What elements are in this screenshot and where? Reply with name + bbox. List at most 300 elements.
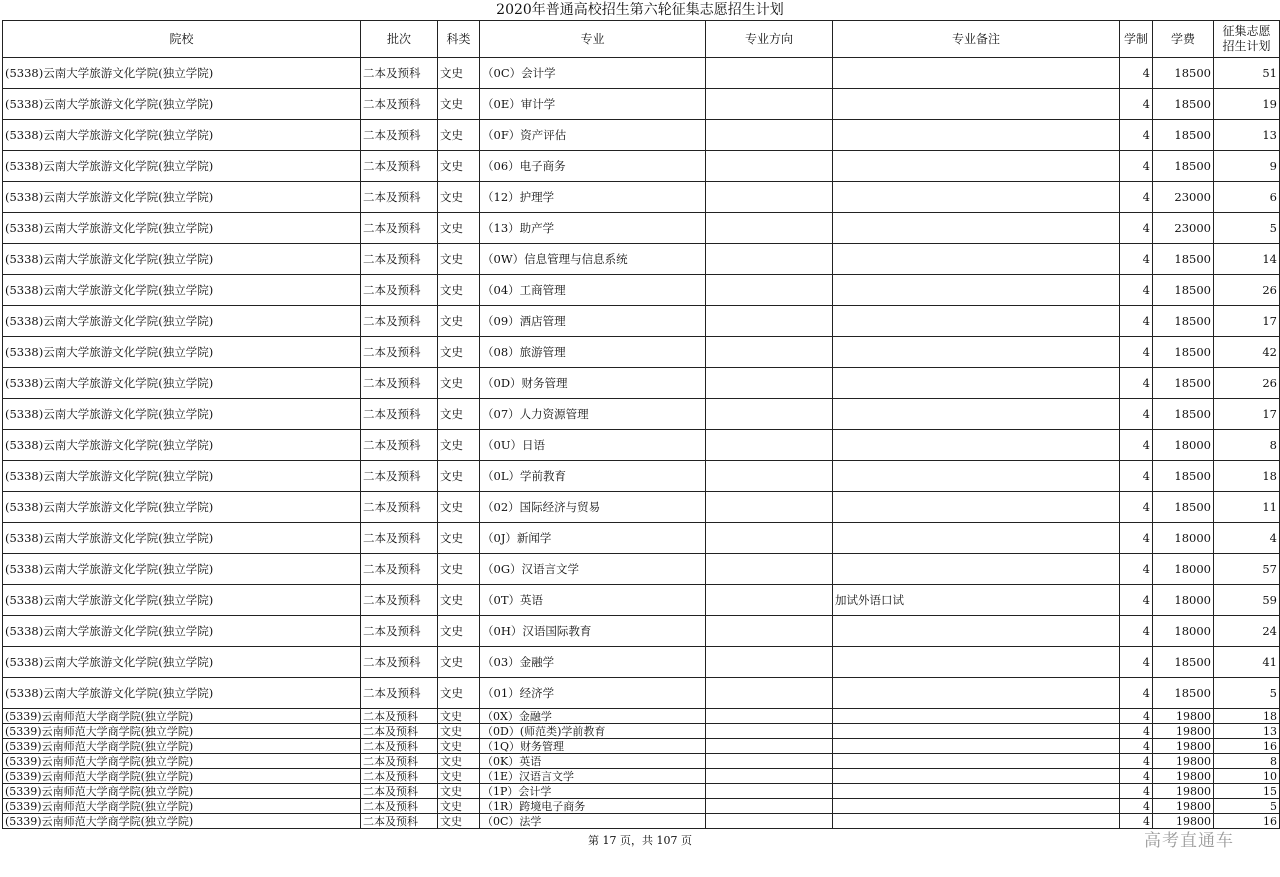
cell-tuition: 19800 — [1153, 724, 1214, 739]
cell-major: （1Q）财务管理 — [480, 739, 706, 754]
cell-direction — [706, 58, 833, 89]
table-row — [3, 769, 1280, 784]
cell-direction — [706, 709, 833, 724]
cell-tuition: 19800 — [1153, 754, 1214, 769]
cell-batch: 二本及预科 — [361, 814, 438, 829]
cell-remark — [833, 430, 1120, 461]
cell-tuition: 18500 — [1153, 58, 1214, 89]
cell-tuition: 23000 — [1153, 213, 1214, 244]
table-row — [3, 784, 1280, 799]
cell-category: 文史 — [438, 709, 480, 724]
cell-years: 4 — [1120, 585, 1153, 616]
cell-school: (5339)云南师范大学商学院(独立学院) — [3, 754, 361, 769]
cell-tuition: 18500 — [1153, 647, 1214, 678]
cell-years: 4 — [1120, 151, 1153, 182]
cell-remark — [833, 616, 1120, 647]
cell-remark — [833, 709, 1120, 724]
cell-batch: 二本及预科 — [361, 616, 438, 647]
cell-batch: 二本及预科 — [361, 461, 438, 492]
cell-tuition: 18500 — [1153, 306, 1214, 337]
cell-remark: 加试外语口试 — [833, 585, 1120, 616]
table-row — [3, 58, 1280, 89]
cell-major: （0T）英语 — [480, 585, 706, 616]
cell-remark — [833, 492, 1120, 523]
cell-plan: 16 — [1214, 814, 1280, 829]
cell-plan: 6 — [1214, 182, 1280, 213]
table-row — [3, 89, 1280, 120]
cell-school: (5339)云南师范大学商学院(独立学院) — [3, 769, 361, 784]
cell-category: 文史 — [438, 306, 480, 337]
cell-years: 4 — [1120, 523, 1153, 554]
cell-years: 4 — [1120, 430, 1153, 461]
cell-major: （0D）(师范类)学前教育 — [480, 724, 706, 739]
cell-school: (5338)云南大学旅游文化学院(独立学院) — [3, 120, 361, 151]
col-header-tuition: 学费 — [1153, 21, 1214, 58]
cell-years: 4 — [1120, 754, 1153, 769]
cell-batch: 二本及预科 — [361, 306, 438, 337]
cell-category: 文史 — [438, 754, 480, 769]
cell-years: 4 — [1120, 337, 1153, 368]
col-header-plan-line2: 招生计划 — [1222, 39, 1271, 53]
cell-remark — [833, 89, 1120, 120]
cell-years: 4 — [1120, 647, 1153, 678]
cell-direction — [706, 213, 833, 244]
cell-major: （1P）会计学 — [480, 784, 706, 799]
cell-direction — [706, 739, 833, 754]
cell-batch: 二本及预科 — [361, 213, 438, 244]
cell-school: (5338)云南大学旅游文化学院(独立学院) — [3, 337, 361, 368]
cell-plan: 26 — [1214, 275, 1280, 306]
cell-batch: 二本及预科 — [361, 678, 438, 709]
col-header-plan-line1: 征集志愿 — [1222, 24, 1271, 38]
cell-category: 文史 — [438, 739, 480, 754]
page-footer: 第 17 页，共 107 页 — [588, 834, 692, 847]
col-header-remark: 专业备注 — [833, 21, 1120, 58]
cell-category: 文史 — [438, 799, 480, 814]
cell-major: （0C）法学 — [480, 814, 706, 829]
cell-remark — [833, 213, 1120, 244]
cell-plan: 57 — [1214, 554, 1280, 585]
cell-category: 文史 — [438, 244, 480, 275]
document-title: 2020年普通高校招生第六轮征集志愿招生计划 — [496, 2, 784, 18]
cell-major: （0L）学前教育 — [480, 461, 706, 492]
cell-batch: 二本及预科 — [361, 554, 438, 585]
table-row — [3, 724, 1280, 739]
cell-school: (5338)云南大学旅游文化学院(独立学院) — [3, 213, 361, 244]
cell-plan: 4 — [1214, 523, 1280, 554]
cell-direction — [706, 784, 833, 799]
cell-batch: 二本及预科 — [361, 89, 438, 120]
cell-category: 文史 — [438, 120, 480, 151]
cell-major: （0D）财务管理 — [480, 368, 706, 399]
cell-tuition: 18500 — [1153, 244, 1214, 275]
cell-category: 文史 — [438, 461, 480, 492]
cell-years: 4 — [1120, 554, 1153, 585]
cell-major: （03）金融学 — [480, 647, 706, 678]
cell-years: 4 — [1120, 799, 1153, 814]
cell-school: (5338)云南大学旅游文化学院(独立学院) — [3, 306, 361, 337]
cell-batch: 二本及预科 — [361, 585, 438, 616]
cell-years: 4 — [1120, 678, 1153, 709]
cell-tuition: 18500 — [1153, 399, 1214, 430]
cell-category: 文史 — [438, 784, 480, 799]
cell-remark — [833, 799, 1120, 814]
cell-remark — [833, 461, 1120, 492]
cell-tuition: 18000 — [1153, 430, 1214, 461]
table-row — [3, 492, 1280, 523]
cell-direction — [706, 799, 833, 814]
cell-direction — [706, 275, 833, 306]
cell-school: (5339)云南师范大学商学院(独立学院) — [3, 739, 361, 754]
cell-major: （09）酒店管理 — [480, 306, 706, 337]
cell-batch: 二本及预科 — [361, 739, 438, 754]
cell-category: 文史 — [438, 182, 480, 213]
cell-batch: 二本及预科 — [361, 754, 438, 769]
cell-major: （13）助产学 — [480, 213, 706, 244]
table-row — [3, 151, 1280, 182]
table-row — [3, 399, 1280, 430]
cell-plan: 42 — [1214, 337, 1280, 368]
cell-tuition: 18500 — [1153, 151, 1214, 182]
cell-direction — [706, 89, 833, 120]
cell-school: (5338)云南大学旅游文化学院(独立学院) — [3, 523, 361, 554]
cell-direction — [706, 616, 833, 647]
table-row — [3, 554, 1280, 585]
cell-direction — [706, 523, 833, 554]
cell-direction — [706, 430, 833, 461]
cell-years: 4 — [1120, 461, 1153, 492]
cell-remark — [833, 275, 1120, 306]
cell-direction — [706, 306, 833, 337]
cell-batch: 二本及预科 — [361, 337, 438, 368]
cell-direction — [706, 814, 833, 829]
cell-batch: 二本及预科 — [361, 275, 438, 306]
cell-remark — [833, 58, 1120, 89]
table-row — [3, 616, 1280, 647]
cell-major: （0E）审计学 — [480, 89, 706, 120]
cell-direction — [706, 244, 833, 275]
cell-category: 文史 — [438, 213, 480, 244]
cell-school: (5338)云南大学旅游文化学院(独立学院) — [3, 151, 361, 182]
table-row — [3, 585, 1280, 616]
table-body — [3, 58, 1280, 829]
cell-school: (5338)云南大学旅游文化学院(独立学院) — [3, 616, 361, 647]
cell-tuition: 18500 — [1153, 368, 1214, 399]
cell-batch: 二本及预科 — [361, 399, 438, 430]
cell-plan: 59 — [1214, 585, 1280, 616]
cell-batch: 二本及预科 — [361, 244, 438, 275]
cell-plan: 14 — [1214, 244, 1280, 275]
cell-tuition: 19800 — [1153, 814, 1214, 829]
cell-remark — [833, 399, 1120, 430]
cell-years: 4 — [1120, 182, 1153, 213]
cell-batch: 二本及预科 — [361, 709, 438, 724]
cell-school: (5338)云南大学旅游文化学院(独立学院) — [3, 244, 361, 275]
cell-major: （12）护理学 — [480, 182, 706, 213]
cell-direction — [706, 585, 833, 616]
cell-remark — [833, 784, 1120, 799]
table-row — [3, 647, 1280, 678]
cell-years: 4 — [1120, 784, 1153, 799]
cell-category: 文史 — [438, 523, 480, 554]
cell-plan: 5 — [1214, 678, 1280, 709]
cell-direction — [706, 554, 833, 585]
cell-direction — [706, 754, 833, 769]
cell-category: 文史 — [438, 814, 480, 829]
cell-batch: 二本及预科 — [361, 492, 438, 523]
cell-school: (5338)云南大学旅游文化学院(独立学院) — [3, 647, 361, 678]
cell-direction — [706, 724, 833, 739]
cell-school: (5338)云南大学旅游文化学院(独立学院) — [3, 368, 361, 399]
cell-plan: 18 — [1214, 709, 1280, 724]
cell-years: 4 — [1120, 616, 1153, 647]
table-row — [3, 368, 1280, 399]
cell-plan: 18 — [1214, 461, 1280, 492]
cell-category: 文史 — [438, 89, 480, 120]
cell-major: （0X）金融学 — [480, 709, 706, 724]
table-row — [3, 430, 1280, 461]
cell-direction — [706, 182, 833, 213]
cell-school: (5338)云南大学旅游文化学院(独立学院) — [3, 678, 361, 709]
cell-years: 4 — [1120, 58, 1153, 89]
cell-major: （1E）汉语言文学 — [480, 769, 706, 784]
cell-major: （0F）资产评估 — [480, 120, 706, 151]
cell-plan: 51 — [1214, 58, 1280, 89]
col-header-batch: 批次 — [361, 21, 438, 58]
cell-major: （0W）信息管理与信息系统 — [480, 244, 706, 275]
cell-tuition: 18500 — [1153, 492, 1214, 523]
table-row — [3, 461, 1280, 492]
cell-category: 文史 — [438, 554, 480, 585]
cell-years: 4 — [1120, 120, 1153, 151]
cell-tuition: 18500 — [1153, 120, 1214, 151]
cell-school: (5338)云南大学旅游文化学院(独立学院) — [3, 89, 361, 120]
cell-direction — [706, 492, 833, 523]
cell-tuition: 18000 — [1153, 523, 1214, 554]
cell-direction — [706, 769, 833, 784]
cell-school: (5338)云南大学旅游文化学院(独立学院) — [3, 399, 361, 430]
cell-plan: 10 — [1214, 769, 1280, 784]
col-header-direction: 专业方向 — [706, 21, 833, 58]
cell-years: 4 — [1120, 213, 1153, 244]
cell-years: 4 — [1120, 739, 1153, 754]
cell-tuition: 18000 — [1153, 616, 1214, 647]
cell-direction — [706, 678, 833, 709]
cell-direction — [706, 647, 833, 678]
cell-batch: 二本及预科 — [361, 151, 438, 182]
cell-major: （0C）会计学 — [480, 58, 706, 89]
cell-category: 文史 — [438, 368, 480, 399]
cell-plan: 15 — [1214, 784, 1280, 799]
cell-remark — [833, 337, 1120, 368]
cell-plan: 41 — [1214, 647, 1280, 678]
cell-school: (5338)云南大学旅游文化学院(独立学院) — [3, 182, 361, 213]
cell-years: 4 — [1120, 492, 1153, 523]
enrollment-plan-table — [2, 20, 1280, 829]
cell-plan: 8 — [1214, 430, 1280, 461]
cell-plan: 24 — [1214, 616, 1280, 647]
watermark: 高考直通车 — [1144, 831, 1234, 851]
cell-category: 文史 — [438, 616, 480, 647]
cell-category: 文史 — [438, 430, 480, 461]
cell-tuition: 18500 — [1153, 89, 1214, 120]
cell-batch: 二本及预科 — [361, 58, 438, 89]
cell-school: (5339)云南师范大学商学院(独立学院) — [3, 814, 361, 829]
cell-years: 4 — [1120, 306, 1153, 337]
cell-batch: 二本及预科 — [361, 724, 438, 739]
cell-plan: 13 — [1214, 120, 1280, 151]
cell-major: （01）经济学 — [480, 678, 706, 709]
cell-major: （0H）汉语国际教育 — [480, 616, 706, 647]
cell-major: （02）国际经济与贸易 — [480, 492, 706, 523]
cell-plan: 19 — [1214, 89, 1280, 120]
cell-category: 文史 — [438, 58, 480, 89]
cell-category: 文史 — [438, 585, 480, 616]
cell-tuition: 18500 — [1153, 275, 1214, 306]
cell-batch: 二本及预科 — [361, 368, 438, 399]
cell-remark — [833, 554, 1120, 585]
cell-plan: 8 — [1214, 754, 1280, 769]
table-row — [3, 182, 1280, 213]
cell-years: 4 — [1120, 769, 1153, 784]
cell-remark — [833, 523, 1120, 554]
cell-batch: 二本及预科 — [361, 182, 438, 213]
table-row — [3, 337, 1280, 368]
table-row — [3, 306, 1280, 337]
cell-remark — [833, 739, 1120, 754]
cell-years: 4 — [1120, 368, 1153, 399]
cell-years: 4 — [1120, 724, 1153, 739]
cell-school: (5338)云南大学旅游文化学院(独立学院) — [3, 585, 361, 616]
cell-batch: 二本及预科 — [361, 523, 438, 554]
cell-tuition: 18500 — [1153, 337, 1214, 368]
cell-school: (5338)云南大学旅游文化学院(独立学院) — [3, 275, 361, 306]
cell-batch: 二本及预科 — [361, 647, 438, 678]
col-header-plan — [1214, 21, 1280, 58]
table-row — [3, 799, 1280, 814]
cell-batch: 二本及预科 — [361, 769, 438, 784]
cell-tuition: 19800 — [1153, 709, 1214, 724]
cell-direction — [706, 120, 833, 151]
cell-school: (5338)云南大学旅游文化学院(独立学院) — [3, 430, 361, 461]
cell-plan: 16 — [1214, 739, 1280, 754]
col-header-years: 学制 — [1120, 21, 1153, 58]
cell-remark — [833, 368, 1120, 399]
cell-category: 文史 — [438, 647, 480, 678]
table-row — [3, 814, 1280, 829]
table-row — [3, 739, 1280, 754]
cell-years: 4 — [1120, 89, 1153, 120]
cell-major: （04）工商管理 — [480, 275, 706, 306]
cell-remark — [833, 306, 1120, 337]
cell-direction — [706, 368, 833, 399]
table-row — [3, 213, 1280, 244]
cell-plan: 13 — [1214, 724, 1280, 739]
cell-school: (5338)云南大学旅游文化学院(独立学院) — [3, 554, 361, 585]
cell-direction — [706, 399, 833, 430]
cell-tuition: 23000 — [1153, 182, 1214, 213]
cell-school: (5338)云南大学旅游文化学院(独立学院) — [3, 58, 361, 89]
cell-remark — [833, 182, 1120, 213]
table-header-row — [3, 21, 1280, 58]
cell-plan: 9 — [1214, 151, 1280, 182]
cell-tuition: 18500 — [1153, 678, 1214, 709]
table-row — [3, 709, 1280, 724]
cell-school: (5338)云南大学旅游文化学院(独立学院) — [3, 492, 361, 523]
cell-major: （0U）日语 — [480, 430, 706, 461]
cell-tuition: 18500 — [1153, 461, 1214, 492]
cell-tuition: 19800 — [1153, 739, 1214, 754]
cell-school: (5339)云南师范大学商学院(独立学院) — [3, 709, 361, 724]
cell-major: （08）旅游管理 — [480, 337, 706, 368]
cell-years: 4 — [1120, 709, 1153, 724]
cell-category: 文史 — [438, 337, 480, 368]
cell-category: 文史 — [438, 399, 480, 430]
cell-years: 4 — [1120, 814, 1153, 829]
cell-school: (5339)云南师范大学商学院(独立学院) — [3, 724, 361, 739]
cell-plan: 5 — [1214, 799, 1280, 814]
table-row — [3, 120, 1280, 151]
cell-batch: 二本及预科 — [361, 430, 438, 461]
cell-plan: 17 — [1214, 306, 1280, 337]
cell-batch: 二本及预科 — [361, 784, 438, 799]
cell-plan: 17 — [1214, 399, 1280, 430]
cell-direction — [706, 461, 833, 492]
col-header-school: 院校 — [3, 21, 361, 58]
cell-tuition: 18000 — [1153, 585, 1214, 616]
cell-direction — [706, 151, 833, 182]
table-row — [3, 754, 1280, 769]
table-row — [3, 275, 1280, 306]
cell-tuition: 19800 — [1153, 799, 1214, 814]
table-row — [3, 244, 1280, 275]
cell-years: 4 — [1120, 244, 1153, 275]
cell-remark — [833, 678, 1120, 709]
cell-years: 4 — [1120, 275, 1153, 306]
cell-category: 文史 — [438, 678, 480, 709]
cell-remark — [833, 814, 1120, 829]
cell-category: 文史 — [438, 151, 480, 182]
cell-remark — [833, 754, 1120, 769]
col-header-major: 专业 — [480, 21, 706, 58]
cell-school: (5339)云南师范大学商学院(独立学院) — [3, 784, 361, 799]
cell-major: （0G）汉语言文学 — [480, 554, 706, 585]
cell-remark — [833, 769, 1120, 784]
cell-remark — [833, 724, 1120, 739]
cell-major: （0J）新闻学 — [480, 523, 706, 554]
cell-remark — [833, 647, 1120, 678]
cell-direction — [706, 337, 833, 368]
cell-plan: 11 — [1214, 492, 1280, 523]
cell-tuition: 19800 — [1153, 769, 1214, 784]
col-header-category: 科类 — [438, 21, 480, 58]
cell-batch: 二本及预科 — [361, 120, 438, 151]
cell-tuition: 18000 — [1153, 554, 1214, 585]
cell-category: 文史 — [438, 724, 480, 739]
cell-major: （07）人力资源管理 — [480, 399, 706, 430]
cell-remark — [833, 151, 1120, 182]
table-row — [3, 678, 1280, 709]
table-row — [3, 523, 1280, 554]
cell-tuition: 19800 — [1153, 784, 1214, 799]
cell-school: (5338)云南大学旅游文化学院(独立学院) — [3, 461, 361, 492]
cell-major: （1R）跨境电子商务 — [480, 799, 706, 814]
cell-plan: 5 — [1214, 213, 1280, 244]
cell-years: 4 — [1120, 399, 1153, 430]
cell-category: 文史 — [438, 275, 480, 306]
cell-school: (5339)云南师范大学商学院(独立学院) — [3, 799, 361, 814]
cell-category: 文史 — [438, 769, 480, 784]
